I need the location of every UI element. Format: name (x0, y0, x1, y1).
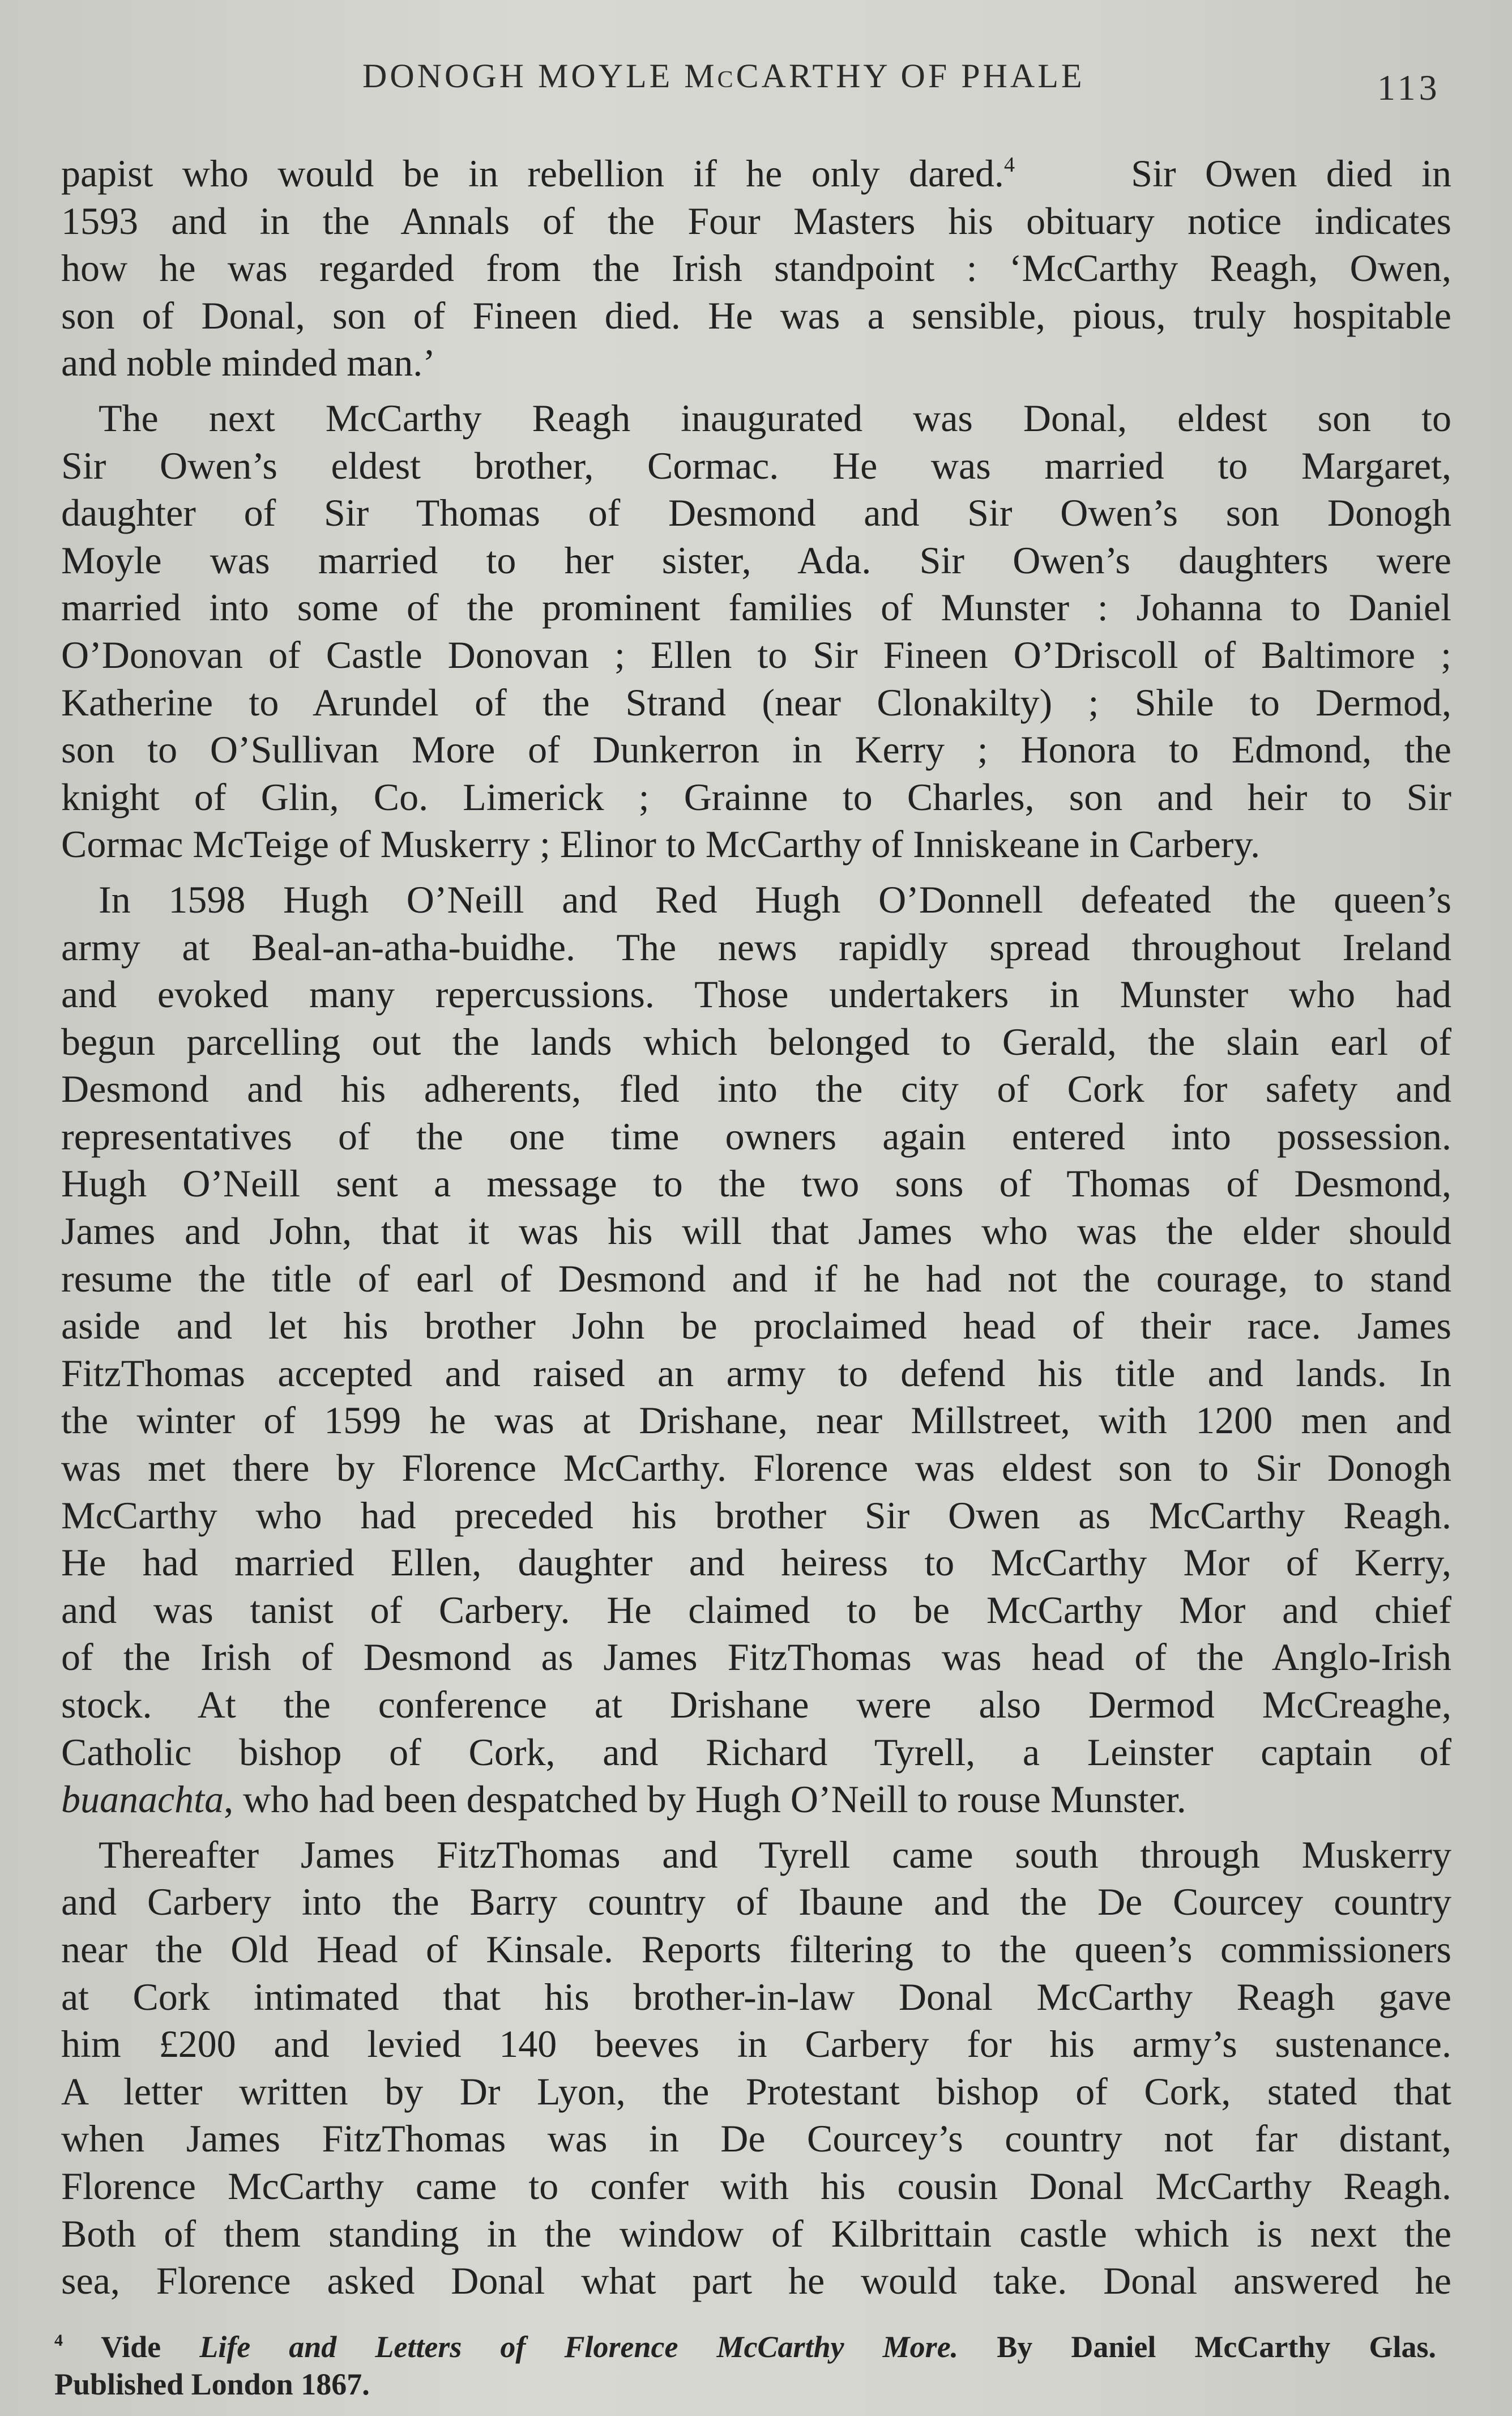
text-line: Catholic bishop of Cork, and Richard Tyrell, a Leinster captain of (61, 1730, 1451, 1774)
text-line: and Carbery into the Barry country of Ibaune and the De Courcey country (61, 1880, 1451, 1924)
text-line: O’Donovan of Castle Donovan ; Ellen to Sir Fineen O’Driscoll of Baltimore ; (61, 633, 1451, 676)
text-line: daughter of Sir Thomas of Desmond and Sir Owen’s son Donogh (61, 491, 1451, 535)
page-number: 113 (1377, 67, 1441, 108)
footnote-prefix: Vide (101, 2330, 161, 2364)
text-line: FitzThomas accepted and raised an army to defend his title and lands. In (61, 1351, 1451, 1395)
text-line: He had married Ellen, daughter and heiress to McCarthy Mor of Kerry, (61, 1541, 1451, 1584)
text-line: stock. At the conference at Drishane were also Dermod McCreaghe, (61, 1683, 1451, 1726)
text-line: Desmond and his adherents, fled into the city of Cork for safety and (61, 1067, 1451, 1111)
text-line: representatives of the one time owners again entered into possession. (61, 1114, 1451, 1158)
text-line: near the Old Head of Kinsale. Reports filtering to the queen’s commissioners (61, 1927, 1451, 1971)
footnote-ref: 4 (1003, 153, 1015, 177)
text-line: begun parcelling out the lands which belonged to Gerald, the slain earl of (61, 1020, 1451, 1063)
paragraph-4 (61, 1831, 1451, 2305)
running-title: DONOGH MOYLE McCARTHY OF PHALE (362, 57, 1085, 95)
text-line: son of Donal, son of Fineen died. He was a sensible, pious, truly hospitable (61, 293, 1451, 337)
text-line: A letter written by Dr Lyon, the Protestant bishop of Cork, stated that (61, 2069, 1451, 2113)
text-line: him £200 and levied 140 beeves in Carbery for his army’s sustenance. (61, 2022, 1451, 2066)
paragraph-2 (61, 395, 1451, 868)
text-line: Hugh O’Neill sent a message to the two sons of Thomas of Desmond, (61, 1162, 1451, 1205)
text-line: married into some of the prominent families of Munster : Johanna to Daniel (61, 586, 1451, 629)
text-line: and noble minded man.’ (61, 341, 435, 385)
text-line-italic-start (61, 1776, 1451, 1823)
body-text (61, 150, 1451, 2305)
text-line-tail: , who had been despatched by Hugh O’Neill to rouse Munster. (224, 1778, 1186, 1821)
paragraph-1 (61, 150, 1451, 387)
text-line: at Cork intimated that his brother-in-law Donal McCarthy Reagh gave (61, 1975, 1451, 2018)
text-line: Florence McCarthy came to confer with his cousin Donal McCarthy Reagh. (61, 2164, 1451, 2208)
text-line: Both of them standing in the window of Kilbrittain castle which is next the (61, 2212, 1451, 2255)
text-line: when James FitzThomas was in De Courcey’s country not far distant, (61, 2117, 1451, 2161)
text-line: resume the title of earl of Desmond and if he had not the courage, to stand (61, 1256, 1451, 1300)
text-line: 1593 and in the Annals of the Four Masters his obituary notice indicates (61, 199, 1451, 242)
text-line: of the Irish of Desmond as James FitzThomas was head of the Anglo-Irish (61, 1635, 1451, 1679)
footnote (54, 2328, 1436, 2403)
footnote-line-2: Published London 1867. (54, 2367, 370, 2401)
text-line: Katherine to Arundel of the Strand (near Clonakilty) ; Shile to Dermod, (61, 680, 1451, 724)
paragraph-3 (61, 876, 1451, 1823)
italic-term: buanachta (61, 1778, 224, 1821)
text-line: knight of Glin, Co. Limerick ; Grainne to Charles, son and heir to Sir (61, 775, 1451, 819)
footnote-line-1 (54, 2328, 1436, 2366)
text-line: son to O’Sullivan More of Dunkerron in Kerry ; Honora to Edmond, the (61, 728, 1451, 772)
text-line: Thereafter James FitzThomas and Tyrell came south through Muskerry (99, 1833, 1451, 1876)
text-line: army at Beal-an-atha-buidhe. The news rapidly spread throughout Ireland (61, 925, 1451, 969)
text-line: and was tanist of Carbery. He claimed to be McCarthy Mor and chief (61, 1588, 1451, 1631)
text-line: Sir Owen’s eldest brother, Cormac. He was married to Margaret, (61, 444, 1451, 487)
text-line: papist who would be in rebellion if he only dared.$^4$ Sir Owen died in (61, 152, 1452, 195)
text-line: sea, Florence asked Donal what part he would take. Donal answered he (61, 2259, 1451, 2303)
text-line: James and John, that it was his will that James who was the elder should (61, 1209, 1451, 1253)
text-line: Cormac McTeige of Muskerry ; Elinor to McCarthy of Inniskeane in Carbery. (61, 823, 1261, 866)
text-line: was met there by Florence McCarthy. Florence was eldest son to Sir Donogh (61, 1446, 1451, 1490)
footnote-suffix: By Daniel McCarthy Glas. (997, 2330, 1436, 2364)
text-line: how he was regarded from the Irish standpoint : ‘McCarthy Reagh, Owen, (61, 246, 1451, 290)
text-line: the winter of 1599 he was at Drishane, near Millstreet, with 1200 men and (61, 1399, 1451, 1442)
text-line: Moyle was married to her sister, Ada. Sir Owen’s daughters were (61, 538, 1451, 582)
footnote-title: Life and Letters of Florence McCarthy More. (199, 2330, 959, 2364)
text-line: In 1598 Hugh O’Neill and Red Hugh O’Donnell defeated the queen’s (99, 877, 1451, 921)
running-head (0, 57, 1512, 108)
footnote-marker: 4 (54, 2331, 63, 2350)
text-line: aside and let his brother John be proclaimed head of their race. James (61, 1304, 1451, 1348)
text-line: and evoked many repercussions. Those undertakers in Munster who had (61, 973, 1451, 1016)
text-line: The next McCarthy Reagh inaugurated was Donal, eldest son to (99, 396, 1451, 440)
text-line: McCarthy who had preceded his brother Sir Owen as McCarthy Reagh. (61, 1493, 1451, 1537)
